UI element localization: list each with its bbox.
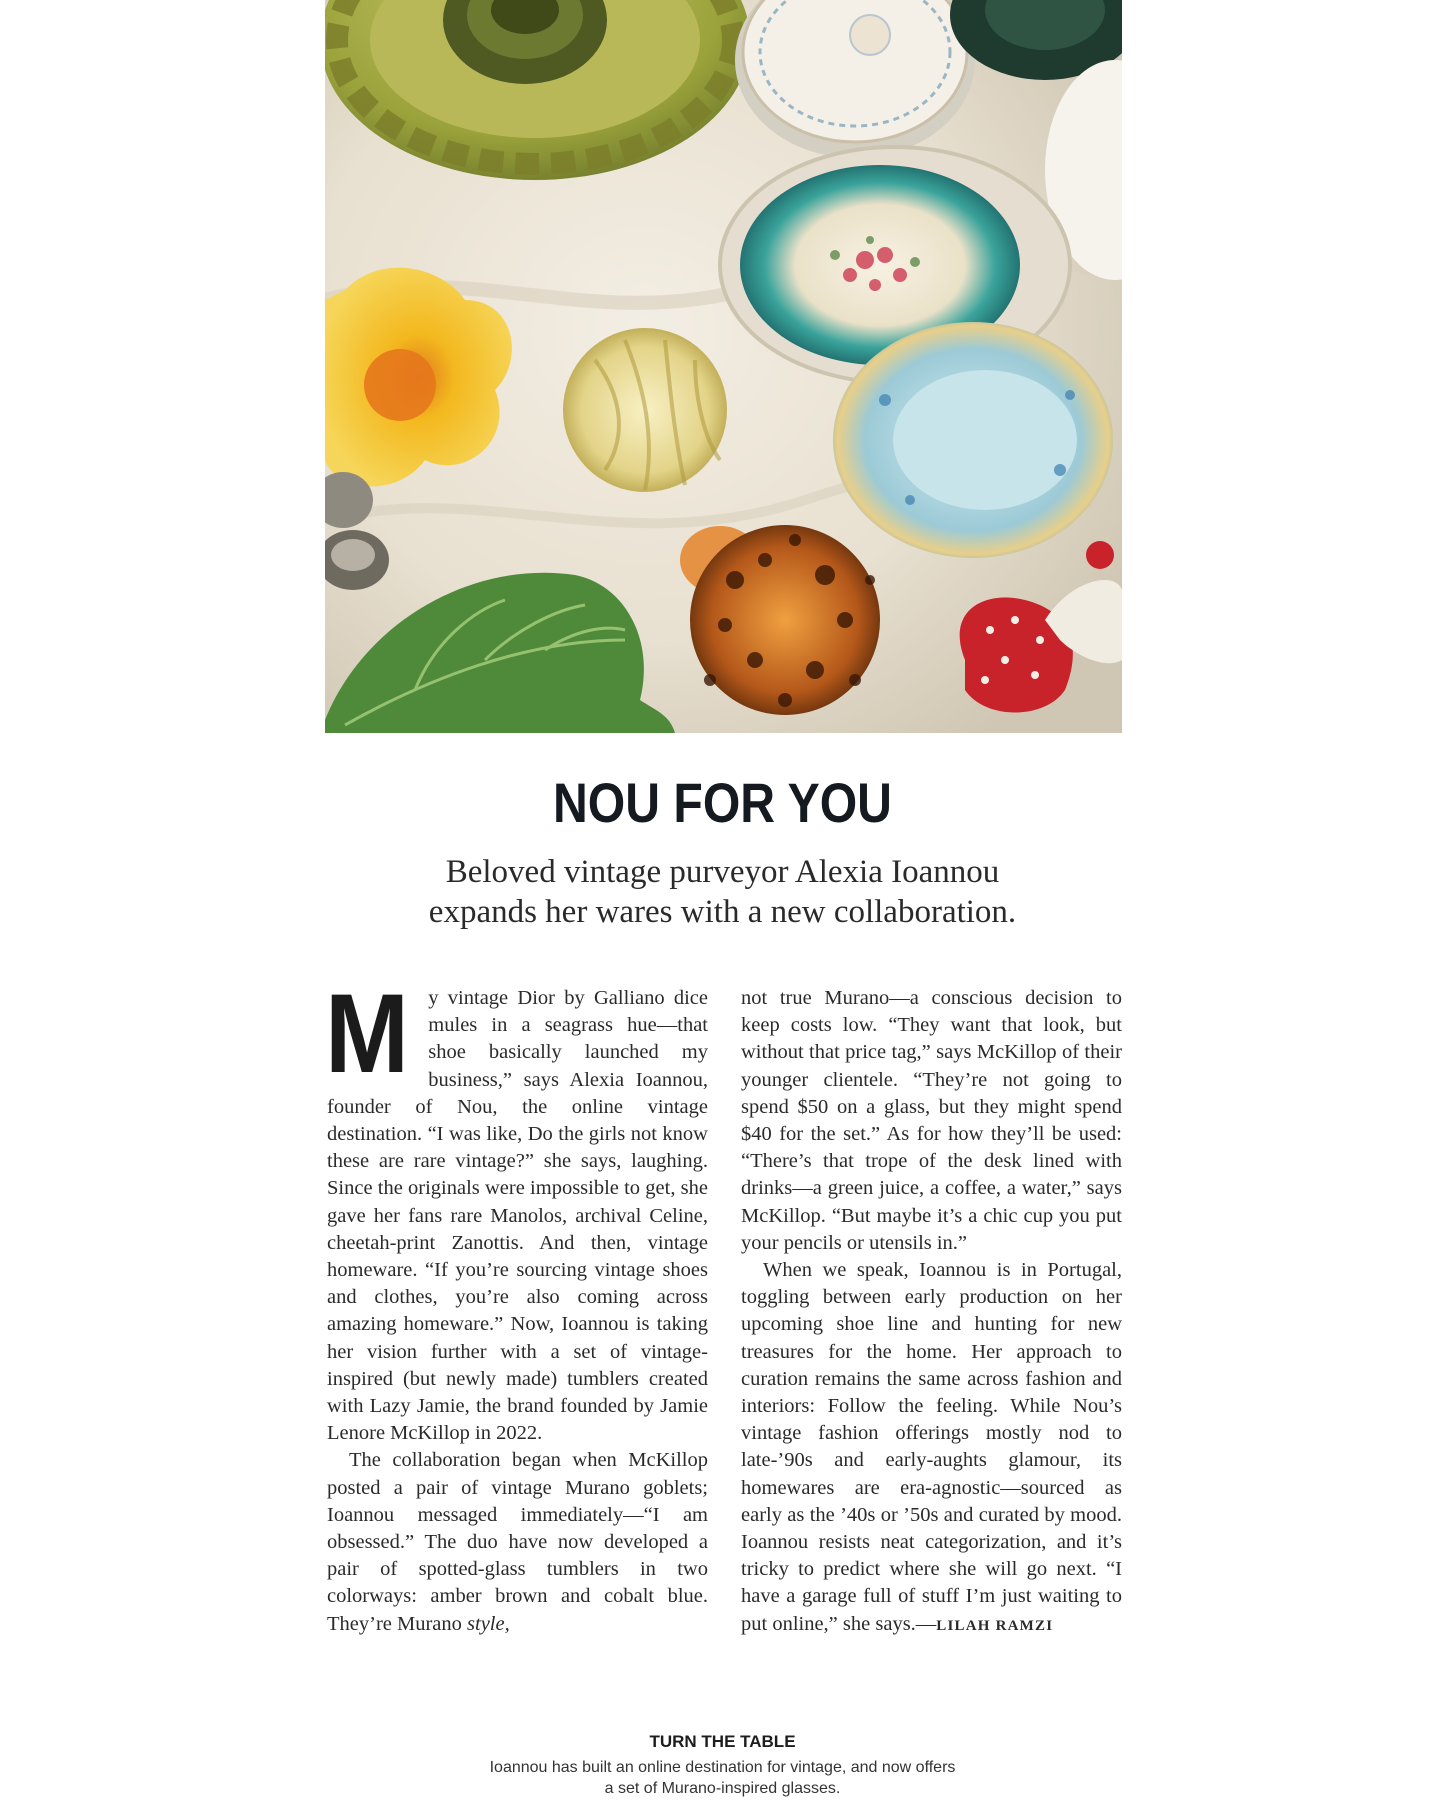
paragraph-1 xyxy=(325,971,708,1447)
drop-cap: M xyxy=(325,971,409,1096)
dek-line-1: Beloved vintage purveyor Alexia Ioannou xyxy=(445,854,1000,890)
headline: NOU FOR YOU xyxy=(553,771,892,834)
dek xyxy=(0,852,1445,932)
article-column-left xyxy=(325,971,708,1638)
caption-text xyxy=(0,1757,1445,1799)
paragraph-2 xyxy=(327,1447,708,1637)
paragraph-3-text: When we speak, Ioannou is in Portugal, toggling between early production on her upcoming shoe line and hunting for new treasures for the home. Her approach to curation remains the same across fashion and interiors: Follow the feeling. While Nou’s vintage fashion offerings mostly nod to late-’90s and early-aughts glamour, its homewares are era-agnostic—sourced as early as the ’40s or ’50s and curated by mood. Ioannou resists neat categorization, and it’s tricky to predict where she will go next. “I have a garage full of stuff I’m just waiting to put online,” she says.— xyxy=(741,1259,1122,1635)
paragraph-2-continued xyxy=(741,985,1122,1257)
tablescape-illustration xyxy=(325,0,1122,733)
caption-title: TURN THE TABLE xyxy=(649,1732,796,1751)
dek-line-2: expands her wares with a new collaboration. xyxy=(428,894,1017,930)
tablescape-photo xyxy=(325,0,1122,733)
paragraph-1-text: y vintage Dior by Galliano dice mules in a seagrass hue—that shoe basically launched my business,” says Alexia Ioannou, founder of Nou, the online vintage destination. “I was like, Do the girls not know these are rare vintage?” she says, laughing. Since the originals were impossible to get, she gave her fans rare Manolos, archival Celine, cheetah-print Zanottis. And then, vintage homeware. “If you’re sourcing vintage shoes and clothes, you’re also coming across amazing homeware.” Now, Ioannou is taking her vision further with a set of vintage-inspired (but newly made) tumblers created with Lazy Jamie, the brand founded by Jamie Lenore McKillop in 2022. xyxy=(327,987,708,1445)
paragraph-2-text-a: The collaboration began when McKillop posted a pair of vintage Murano goblets; Ioannou messaged immediately—“I am obsessed.” The duo have now developed a pair of spotted-glass tumblers in two colorways: amber brown and cobalt blue. They’re Murano xyxy=(327,1449,708,1635)
byline: LILAH RAMZI xyxy=(936,1617,1054,1634)
article-column-right xyxy=(741,985,1122,1640)
paragraph-2-text-b: not true Murano—a conscious decision to keep costs low. “They want that look, but without that price tag,” says McKillop of their younger clientele. “They’re not going to spend $50 on a glass, but they might spend $40 for the set.” As for how they’ll be used: “There’s that trope of the desk lined with drinks—a green juice, a coffee, a water,” says McKillop. “But maybe it’s a chic cup you put your pencils or utensils in.” xyxy=(741,987,1122,1254)
paragraph-3 xyxy=(741,1257,1122,1640)
caption-line-1: Ioannou has built an online destination for vintage, and now offers xyxy=(489,1759,956,1776)
paragraph-2-italic: style, xyxy=(467,1612,510,1635)
caption-line-2: a set of Murano-inspired glasses. xyxy=(604,1780,841,1797)
